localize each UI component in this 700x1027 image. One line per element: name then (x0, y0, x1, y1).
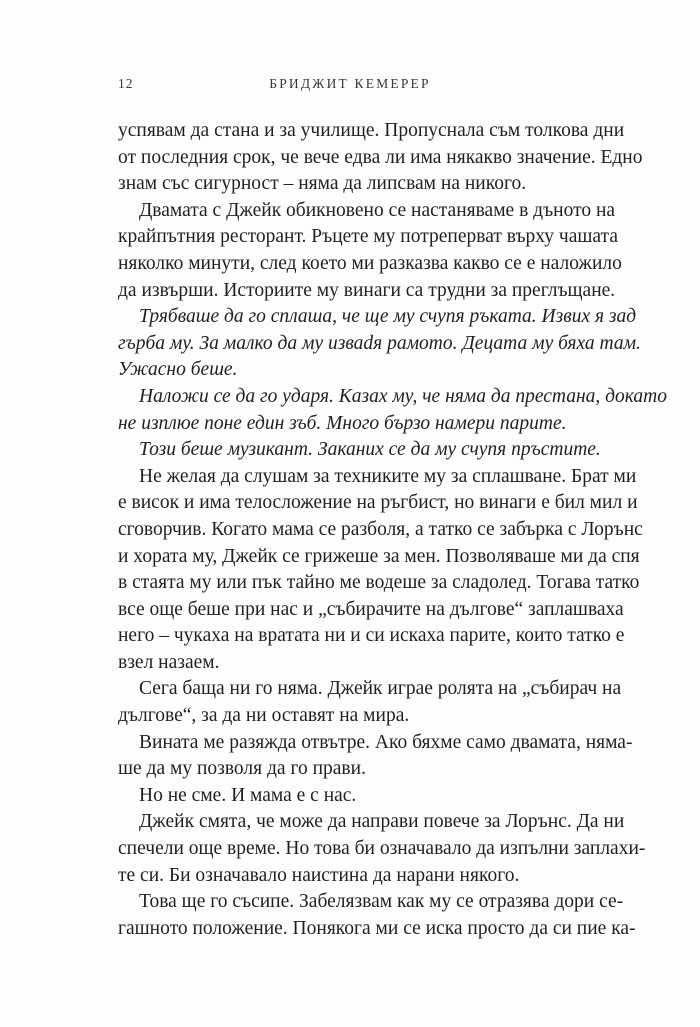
paragraph (118, 676, 622, 729)
text-line: от последния срок, че вече едва ли има някакво значение. Едно (118, 146, 643, 168)
text-line: Но не сме. И мама е с нас. (139, 784, 357, 806)
text-line: крайпътния ресторант. Ръцете му потреперват върху чашата (118, 226, 618, 248)
text-line: все още беше при нас и „събирачите на дългове“ заплашваха (118, 598, 624, 620)
text-line: Вината ме разяжда отвътре. Ако бяхме само двамата, няма- (139, 731, 633, 753)
text-line: Джейк смята, че може да направи повече за Лорънс. Да ни (139, 811, 625, 833)
paragraph (118, 437, 601, 464)
paragraph (118, 730, 633, 783)
text-line: Ужасно беше. (118, 359, 238, 381)
paragraph (118, 809, 646, 889)
text-line: няколко минути, след което ми разказва какво се е наложило (118, 252, 622, 274)
paragraph (118, 464, 643, 677)
paragraph (118, 783, 582, 810)
text-line: Сега баща ни го няма. Джейк играе ролята на „събирач на (139, 678, 622, 700)
text-line: него – чукаха на вратата ни и си искаха парите, които татко е (118, 625, 625, 647)
text-line: Не желая да слушам за техниките му за сплашване. Брат ми (139, 465, 637, 487)
paragraph (118, 198, 622, 304)
text-line: Това ще го съсипе. Забелязвам как му се отразява дори се- (139, 891, 624, 913)
text-line: гашното положение. Понякога ми се иска просто да си пие ка- (118, 917, 636, 939)
paragraph (118, 118, 643, 198)
text-line: взел назаем. (118, 651, 220, 673)
paragraph (118, 889, 636, 942)
running-title: БРИДЖИТ КЕМЕРЕР (269, 76, 431, 91)
text-line: спечели още време. Но това би означавало да изпълни заплахи- (118, 838, 646, 860)
text-line: Трябваше да го сплаша, че ще му счупя ръката. Извих я зад (139, 306, 637, 328)
text-line: да извърши. Историите му винаги са трудни за преглъщане. (118, 279, 616, 301)
text-line: Наложи се да го ударя. Казах му, че няма да престана, докато (139, 385, 667, 407)
text-line: Този беше музикант. Заканих се да му счупя пръстите. (139, 439, 601, 461)
text-line: в стаята му или пък тайно ме водеше за сладолед. Тогава татко (118, 572, 640, 594)
body-text (118, 118, 667, 942)
text-line: ше да му позволя да го прави. (118, 758, 366, 780)
text-line: Двамата с Джейк обикновено се настаняваме в дъното на (139, 199, 616, 221)
paragraph (118, 304, 641, 384)
page-header (118, 76, 582, 96)
text-line: те си. Би означавало наистина да нарани някого. (118, 864, 520, 886)
text-line: дългове“, за да ни оставят на мира. (118, 705, 410, 727)
text-line: и хората му, Джейк се грижеше за мен. Позволяваше ми да спя (118, 545, 640, 567)
paragraph (118, 384, 667, 437)
page-number: 12 (118, 76, 134, 91)
text-line: е висок и има телосложение на ръгбист, но винаги е бил мил и (118, 492, 638, 514)
text-line: гърба му. За малко да му изваdя рамото. Децата му бяха там. (118, 332, 641, 354)
text-line: сговорчив. Когато мама се разболя, а татко се забърка с Лорънс (118, 518, 643, 540)
text-line: не изплюе поне един зъб. Много бързо намери парите. (118, 412, 567, 434)
text-line: знам със сигурност – няма да липсвам на никого. (118, 173, 527, 195)
text-line: успявам да стана и за училище. Пропуснала съм толкова дни (118, 120, 625, 141)
